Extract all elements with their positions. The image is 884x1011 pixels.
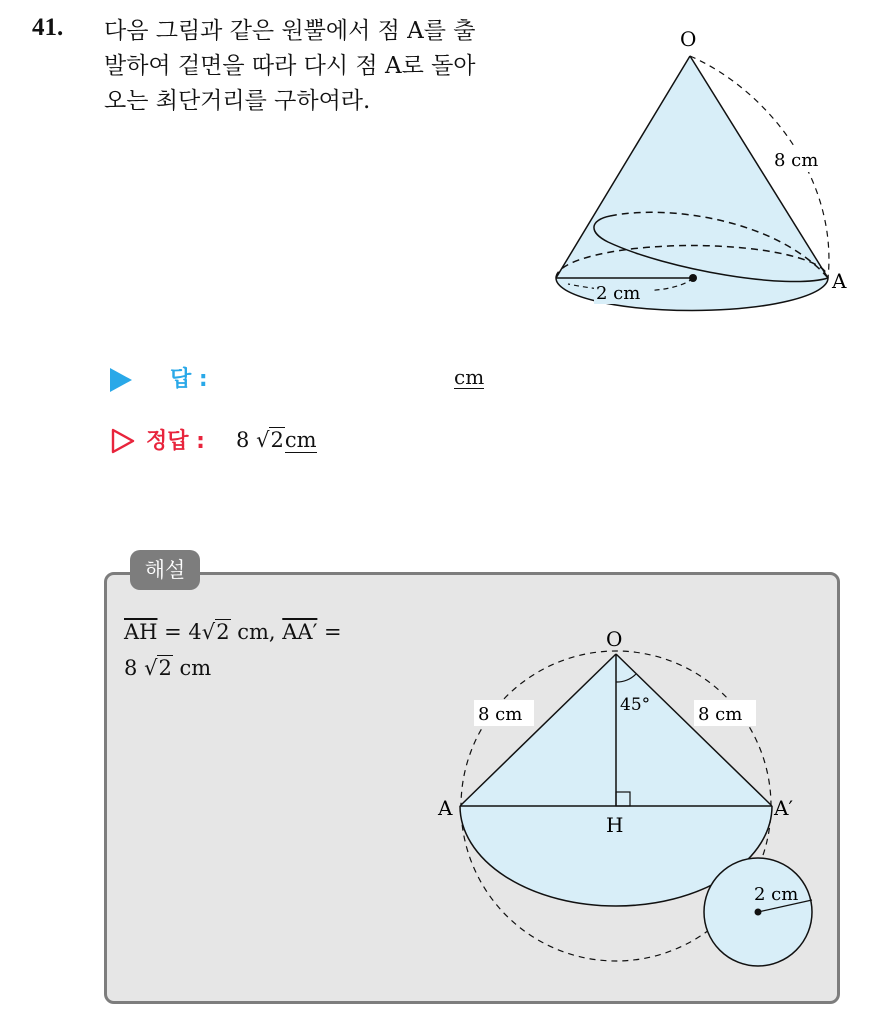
question-number: 41. bbox=[32, 14, 64, 41]
question-line-3: 오는 최단거리를 구하여라. bbox=[104, 88, 371, 114]
base-circle-center-dot bbox=[755, 909, 762, 916]
solution-unit-2: cm bbox=[172, 656, 212, 680]
correct-coef: 8 bbox=[236, 428, 250, 452]
solution-radicand-1: 2 bbox=[216, 620, 230, 644]
correct-value bbox=[236, 428, 317, 452]
cone-radius-label: 2 cm bbox=[596, 283, 641, 304]
answer-row bbox=[110, 362, 530, 398]
cone-slant-label: 8 cm bbox=[774, 150, 819, 171]
correct-radicand: 2 bbox=[270, 428, 284, 452]
cone-net-figure bbox=[430, 620, 830, 980]
question-line-2: 발하여 겉면을 따라 다시 점 A로 돌아 bbox=[104, 53, 476, 79]
solution-line-2 bbox=[124, 650, 424, 686]
net-apex-label: O bbox=[606, 627, 623, 651]
solution-radicand-2: 2 bbox=[158, 656, 172, 680]
play-triangle-icon bbox=[110, 368, 132, 392]
answer-label: 답 : bbox=[170, 367, 208, 392]
question-text bbox=[104, 14, 534, 119]
solution-sqrt-2: √2 bbox=[144, 656, 172, 680]
cone-point-label: A bbox=[832, 269, 847, 293]
correct-sqrt: √2 bbox=[256, 428, 284, 452]
net-radius-label: 2 cm bbox=[754, 884, 799, 905]
net-foot-label: H bbox=[606, 813, 624, 837]
solution-eq-2: = bbox=[317, 620, 342, 644]
correct-answer-row bbox=[110, 424, 530, 460]
net-right-side-label: 8 cm bbox=[698, 704, 743, 725]
question-line-1: 다음 그림과 같은 원뿔에서 점 A를 출 bbox=[104, 18, 476, 44]
net-left-label: A bbox=[438, 796, 453, 820]
net-left-side-label: 8 cm bbox=[478, 704, 523, 725]
net-angle-label: 45° bbox=[620, 695, 651, 715]
segment-aa-prime: AA′ bbox=[282, 620, 318, 644]
answer-unit: cm bbox=[454, 365, 485, 389]
segment-ah: $\overline{AH}$ bbox=[124, 620, 158, 644]
solution-unit-1: cm, bbox=[230, 620, 283, 644]
outline-triangle-icon bbox=[110, 428, 136, 454]
cone-figure bbox=[548, 20, 868, 330]
correct-unit: cm bbox=[284, 428, 317, 452]
net-right-label: A′ bbox=[774, 796, 793, 820]
cone-apex-label: O bbox=[680, 27, 697, 51]
correct-label: 정답 : bbox=[146, 429, 205, 454]
solution-tag: 해설 bbox=[130, 550, 200, 590]
solution-text bbox=[124, 614, 424, 686]
solution-line-1 bbox=[124, 614, 424, 650]
solution-sqrt-1: √2 bbox=[201, 620, 230, 644]
solution-coef-2: 8 bbox=[124, 656, 138, 680]
solution-eq-1: = 4 bbox=[157, 620, 202, 644]
